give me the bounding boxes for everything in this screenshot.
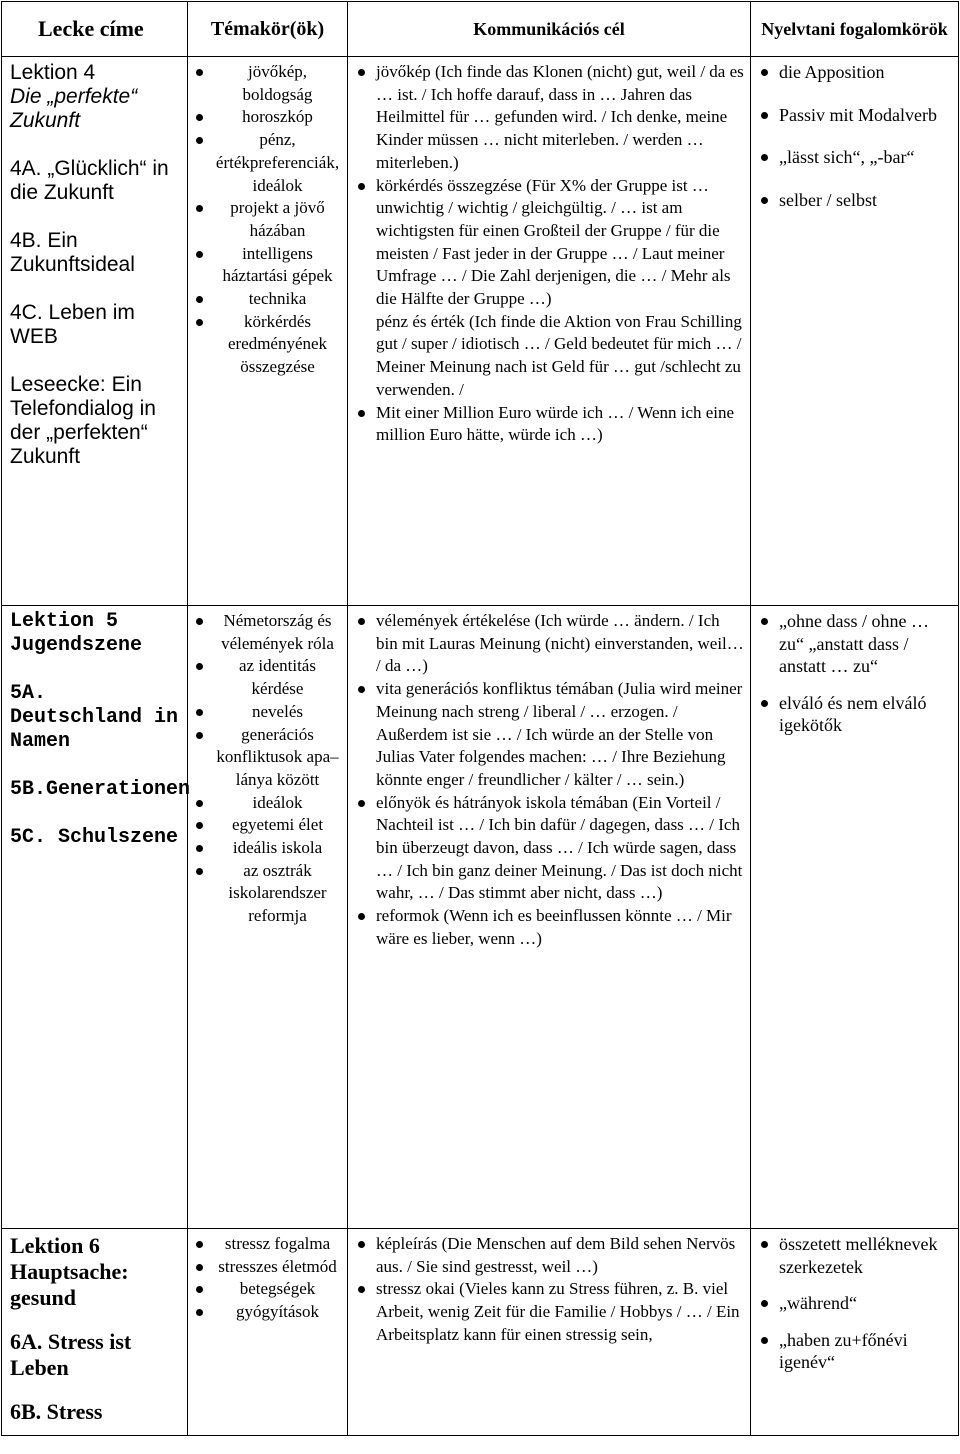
unit-leseecke: Leseecke: Ein Telefondialog in der „perfekten“ Zukunft xyxy=(10,373,156,468)
list-item: horoszkóp xyxy=(196,106,341,129)
communication-cell xyxy=(348,606,751,1229)
list-item: előnyök és hátrányok iskola témában (Ein Vorteil / Nachteil ist … / Ich bin dafür / dagegen, dass … / Ich bin überzeugt davon, dass … / Ich würde sagen, dass … / Ich bin ganz deiner Meinung. / Das ist doch nicht wahr, … / Das stimmt aber nicht, dass …) xyxy=(356,792,744,906)
list-item: generációs konfliktusok apa–lánya között xyxy=(196,724,341,792)
unit-4b: 4B. Ein Zukunftsideal xyxy=(10,229,135,276)
list-item: betegségek xyxy=(196,1278,341,1301)
topics-list xyxy=(196,610,341,928)
list-item: stressz okai (Vieles kann zu Stress führen, z. B. viel Arbeit, wenig Zeit für die Familie / Hobbys / … / Ein Arbeitsplatz kann für einen stressig sein, xyxy=(356,1278,744,1346)
topics-list xyxy=(196,61,341,379)
lesson-title xyxy=(10,610,191,850)
list-item: intelligens háztartási gépek xyxy=(196,243,341,288)
lesson-number: Lektion 5 xyxy=(10,610,119,633)
list-item: reformok (Wenn ich es beeinflussen könnte … / Mir wäre es lieber, wenn …) xyxy=(356,905,744,950)
list-item: gyógyítások xyxy=(196,1301,341,1324)
list-item: jövőkép (Ich finde das Klonen (nicht) gut, weil / da es … ist. / Ich hoffe darauf, dass in … Jahren das Heilmittel für … gefunden wird. / Ich denke, meine Kinder müssen … nicht miterleben. / werden … miterleben.) xyxy=(356,61,744,175)
list-item: körkérdés eredményének összegzése xyxy=(196,311,341,379)
list-item: „ohne dass / ohne … zu“ „anstatt dass / anstatt … zu“ xyxy=(759,610,952,678)
grammar-list xyxy=(759,610,952,737)
list-item: képleírás (Die Menschen auf dem Bild sehen Nervös aus. / Sie sind gestresst, weil …) xyxy=(356,1233,744,1278)
lesson-number: Lektion 4 xyxy=(10,61,96,84)
lesson-name: Die „perfekte“ Zukunft xyxy=(10,85,138,132)
grammar-cell xyxy=(751,606,959,1229)
header-nyelvtan: Nyelvtani fogalomkörök xyxy=(751,2,959,57)
lesson-title-cell xyxy=(2,606,191,1229)
list-item: „während“ xyxy=(759,1292,952,1315)
list-item: vélemények értékelése (Ich würde … ändern. / Ich bin mit Lauras Meinung (nicht) einverstanden, weil… / da …) xyxy=(356,610,744,678)
list-item: körkérdés összegzése (Für X% der Gruppe ist … unwichtig / wichtig / gleichgültig. / … ist am wichtigsten für einen Großteil der Gruppe / für die meisten / Fast jeder in der Gruppe … / Laut meiner Umfrage … / Die Zahl derjenigen, die … / Mehr als die Hälfte der Gruppe …) xyxy=(356,175,744,311)
unit-4a: 4A. „Glücklich“ in die Zukunft xyxy=(10,157,169,204)
list-item: nevelés xyxy=(196,701,341,724)
lesson-title xyxy=(10,61,181,469)
topics-cell xyxy=(188,606,348,1229)
list-item: vita generációs konfliktus témában (Julia wird meiner Meinung nach streng / liberal / … erzogen. / Außerdem ist sie … / Ich würde an der Stelle von Julias Vater folgendes machen: … / Ihre Beziehung könnte enger / freundlicher / kälter / … sein.) xyxy=(356,678,744,792)
lesson-title-cell xyxy=(2,1229,188,1436)
table-row-lektion-4 xyxy=(2,57,959,606)
list-item: Mit einer Million Euro würde ich … / Wenn ich eine million Euro hätte, würde ich …) xyxy=(356,402,744,447)
list-item: ideálok xyxy=(196,792,341,815)
communication-list xyxy=(356,1233,744,1347)
list-item: ideális iskola xyxy=(196,837,341,860)
header-row xyxy=(2,2,959,57)
communication-cell xyxy=(348,57,751,606)
communication-cell xyxy=(348,1229,751,1436)
lesson-title xyxy=(10,1233,181,1425)
topics-cell xyxy=(188,1229,348,1436)
list-item: az identitás kérdése xyxy=(196,655,341,700)
communication-list xyxy=(356,61,744,447)
list-item: selber / selbst xyxy=(759,189,952,212)
unit-4c: 4C. Leben im WEB xyxy=(10,301,135,348)
unit-6b: 6B. Stress xyxy=(10,1399,103,1424)
lesson-number: Lektion 6 xyxy=(10,1233,100,1258)
list-item: „haben zu+főnévi igenév“ xyxy=(759,1329,952,1374)
table-row-lektion-6 xyxy=(2,1229,959,1436)
header-kommunikacio: Kommunikációs cél xyxy=(348,2,751,57)
list-item: elváló és nem elváló igekötők xyxy=(759,692,952,737)
unit-6a: 6A. Stress ist Leben xyxy=(10,1329,132,1380)
grammar-list xyxy=(759,61,952,211)
unit-5a: 5A. Deutschland in Namen xyxy=(10,682,179,753)
lesson-name: Jugendszene xyxy=(10,634,143,657)
curriculum-table xyxy=(1,1,959,1436)
grammar-cell xyxy=(751,57,959,606)
unit-5c: 5C. Schulszene xyxy=(10,826,179,849)
list-item: az osztrák iskolarendszer reformja xyxy=(196,860,341,928)
list-item: egyetemi élet xyxy=(196,814,341,837)
grammar-cell xyxy=(751,1229,959,1436)
list-item: összetett melléknevek szerkezetek xyxy=(759,1233,952,1278)
list-item: „lässt sich“, „-bar“ xyxy=(759,146,952,169)
list-item: Passiv mit Modalverb xyxy=(759,104,952,127)
table-row-lektion-5 xyxy=(2,606,959,1229)
list-item: pénz, értékpreferenciák, ideálok xyxy=(196,129,341,197)
lesson-name: Hauptsache: gesund xyxy=(10,1259,129,1310)
list-item: jövőkép, boldogság xyxy=(196,61,341,106)
header-lecke: Lecke címe xyxy=(2,2,188,57)
list-item: technika xyxy=(196,288,341,311)
header-temakor: Témakör(ök) xyxy=(188,2,348,57)
topics-cell xyxy=(188,57,348,606)
list-item: stresszes életmód xyxy=(196,1256,341,1279)
lesson-title-cell xyxy=(2,57,188,606)
list-item: die Apposition xyxy=(759,61,952,84)
unit-5b: 5B.Generationen xyxy=(10,778,191,801)
grammar-list xyxy=(759,1233,952,1374)
list-item: Németország és vélemények róla xyxy=(196,610,341,655)
list-item: stressz fogalma xyxy=(196,1233,341,1256)
list-item: pénz és érték (Ich finde die Aktion von Frau Schilling gut / super / idiotisch … / Geld bedeutet für mich … / Meiner Meinung nach ist Geld für … gut /schlecht zu verwenden. / xyxy=(376,311,742,399)
communication-list xyxy=(356,610,744,951)
list-item: projekt a jövő házában xyxy=(196,197,341,242)
topics-list xyxy=(196,1233,341,1324)
